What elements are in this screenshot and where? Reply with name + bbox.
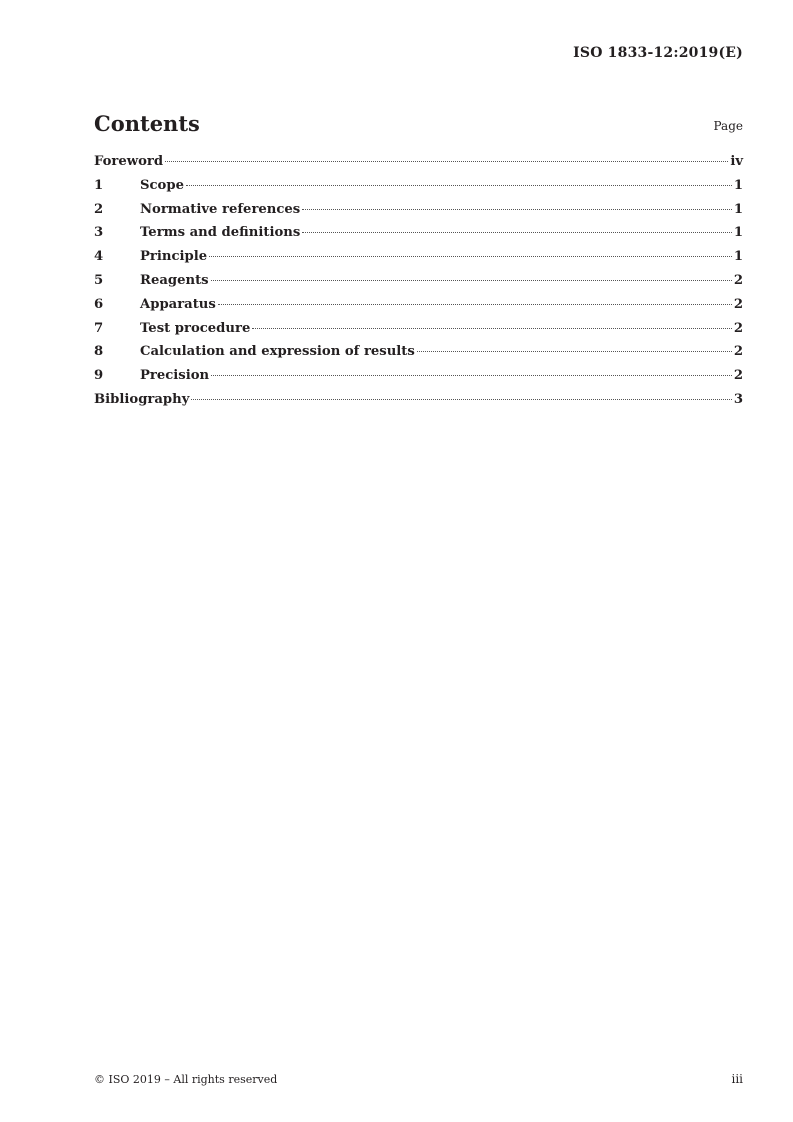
toc-entry-terms-and-definitions[interactable]: [94, 225, 743, 249]
toc-entry-title: Reagents: [140, 272, 209, 288]
toc-leader: [252, 328, 731, 329]
toc-entry-page: 1: [733, 225, 743, 241]
toc-entry-number: 1: [94, 177, 104, 193]
toc-entry-calculation[interactable]: [94, 344, 743, 368]
toc-entry-title: Bibliography: [94, 391, 190, 407]
page-number: iii: [731, 1072, 743, 1086]
toc-entry-number: 7: [94, 320, 104, 336]
table-of-contents: [94, 154, 743, 416]
page-column-label: Page: [713, 119, 743, 133]
toc-entry-page: 1: [733, 177, 743, 193]
toc-leader: [417, 351, 732, 352]
toc-entry-principle[interactable]: [94, 249, 743, 273]
toc-entry-number: 9: [94, 368, 104, 384]
toc-entry-number: 8: [94, 344, 104, 360]
toc-leader: [211, 280, 732, 281]
toc-entry-page: iv: [730, 154, 743, 169]
toc-entry-page: 3: [733, 391, 743, 407]
toc-entry-page: 1: [733, 201, 743, 217]
toc-entry-title: Scope: [140, 177, 184, 193]
toc-entry-scope[interactable]: [94, 178, 743, 202]
toc-entry-page: 2: [733, 296, 743, 312]
toc-entry-title: Principle: [140, 249, 208, 265]
toc-entry-title: Terms and definitions: [140, 225, 301, 241]
toc-entry-page: 2: [733, 320, 743, 336]
toc-entry-precision[interactable]: [94, 368, 743, 392]
toc-entry-reagents[interactable]: [94, 273, 743, 297]
toc-leader: [191, 399, 731, 400]
toc-entry-bibliography[interactable]: [94, 392, 743, 416]
toc-leader: [165, 161, 728, 162]
toc-entry-page: 1: [733, 249, 743, 265]
toc-entry-number: 6: [94, 296, 104, 312]
document-id: ISO 1833-12:2019(E): [573, 45, 743, 61]
toc-leader: [302, 232, 732, 233]
toc-leader: [209, 256, 732, 257]
toc-leader: [218, 304, 732, 305]
toc-entry-test-procedure[interactable]: [94, 321, 743, 345]
toc-entry-title: Normative references: [140, 201, 301, 217]
contents-heading: Contents: [94, 111, 200, 136]
toc-entry-number: 4: [94, 249, 104, 265]
toc-entry-page: 2: [733, 368, 743, 384]
toc-entry-normative-references[interactable]: [94, 202, 743, 226]
toc-entry-foreword[interactable]: [94, 154, 743, 178]
toc-entry-title: Test procedure: [140, 320, 251, 336]
toc-entry-apparatus[interactable]: [94, 297, 743, 321]
toc-leader: [211, 375, 732, 376]
toc-entry-page: 2: [733, 272, 743, 288]
toc-entry-title: Precision: [140, 368, 210, 384]
toc-entry-page: 2: [733, 344, 743, 360]
toc-entry-title: Foreword: [94, 154, 164, 169]
toc-entry-title: Apparatus: [140, 296, 216, 312]
toc-entry-title: Calculation and expression of results: [140, 344, 415, 360]
toc-entry-number: 3: [94, 225, 104, 241]
toc-leader: [186, 185, 732, 186]
copyright-notice: © ISO 2019 – All rights reserved: [94, 1073, 278, 1086]
toc-leader: [302, 209, 732, 210]
toc-entry-number: 5: [94, 272, 104, 288]
toc-entry-number: 2: [94, 201, 104, 217]
